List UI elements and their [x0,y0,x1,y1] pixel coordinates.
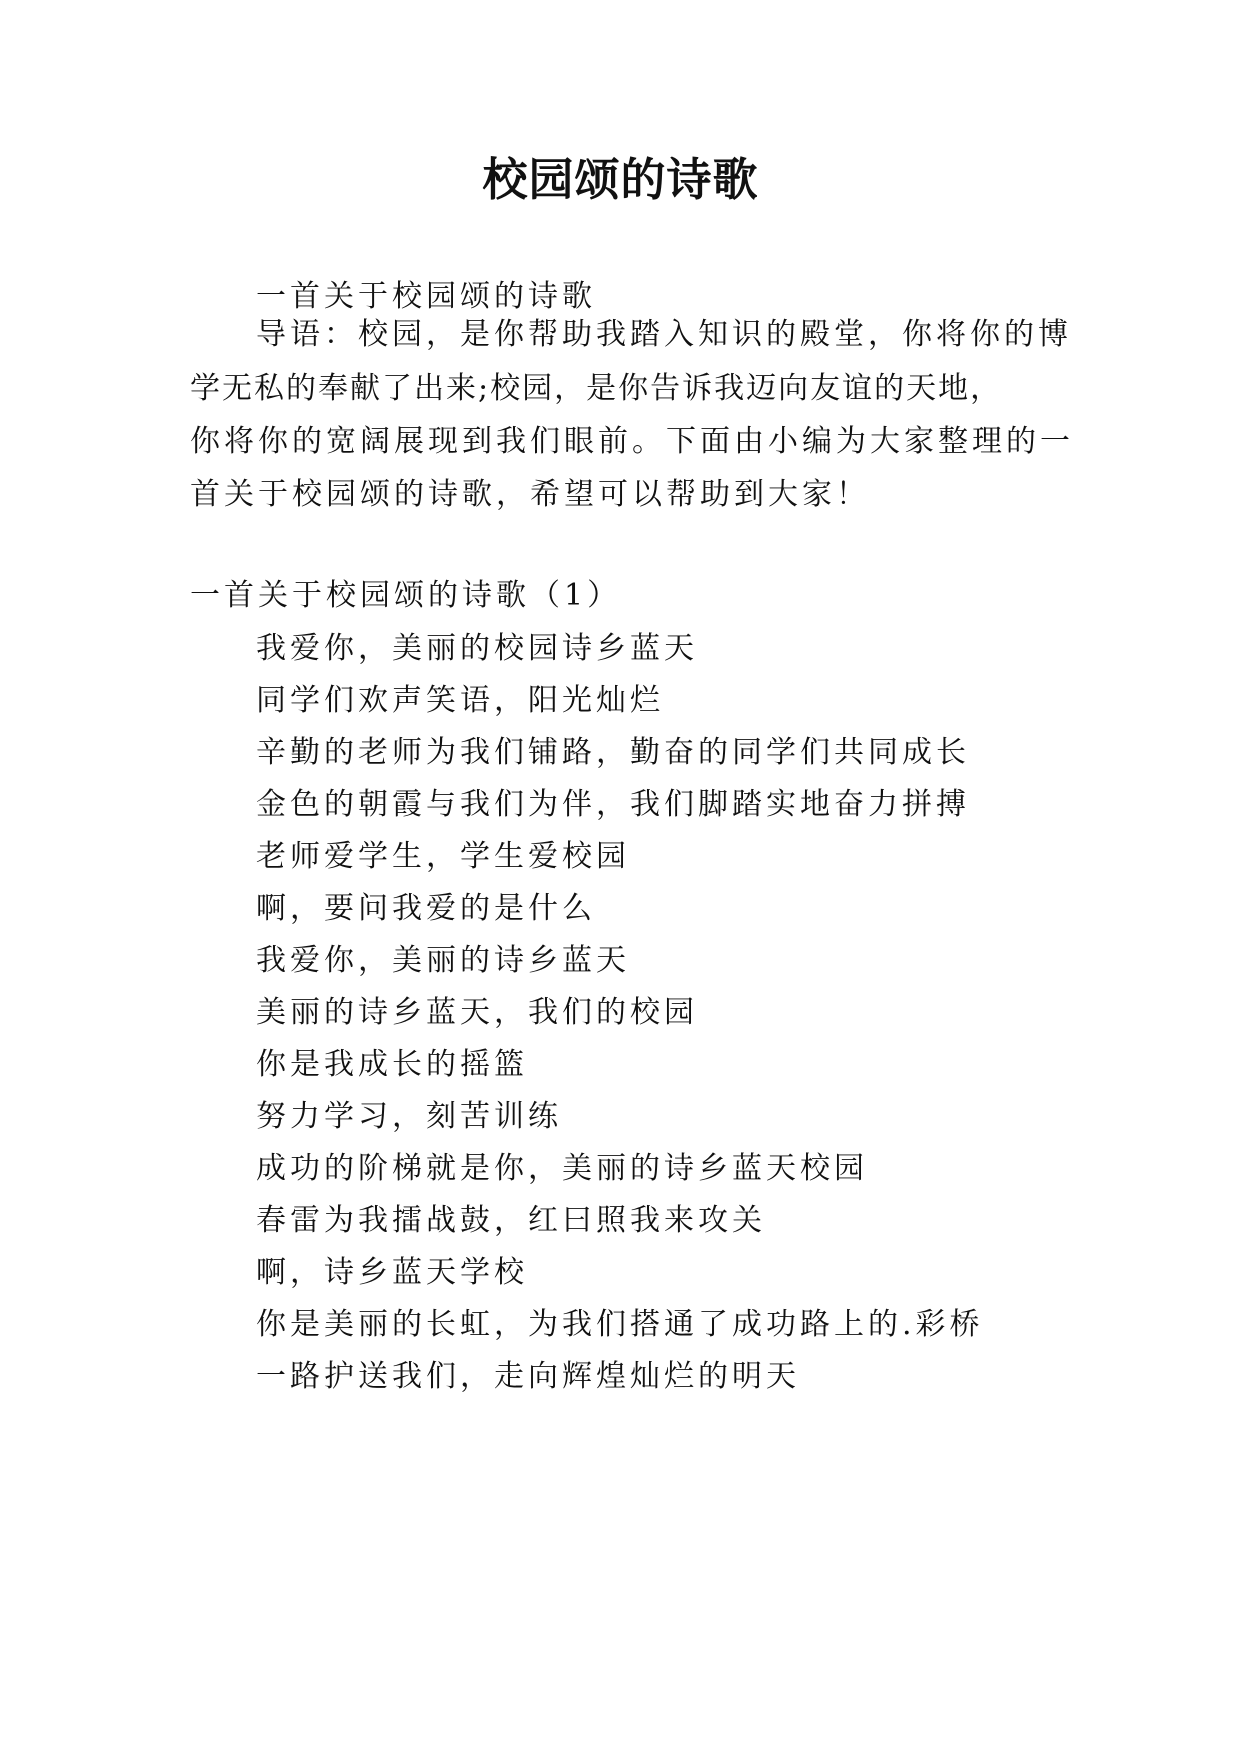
intro-line: 学无私的奉献了出来;校园，是你告诉我迈向友谊的天地， [190,371,1003,406]
poem-line: 老师爱学生，学生爱校园 [256,839,630,874]
poem-line: 金色的朝霞与我们为伴，我们脚踏实地奋力拼搏 [256,787,970,822]
poem-line: 努力学习，刻苦训练 [256,1099,562,1134]
intro-line: 首关于校园颂的诗歌，希望可以帮助到大家！ [190,477,870,512]
poem-line: 你是我成长的摇篮 [256,1047,528,1082]
poem-line: 你是美丽的长虹，为我们搭通了成功路上的.彩桥 [256,1307,984,1342]
subtitle: 一首关于校园颂的诗歌 [256,279,596,314]
poem-line: 美丽的诗乡蓝天，我们的校园 [256,995,698,1030]
poem-line: 啊，要问我爱的是什么 [256,891,596,926]
page-title: 校园颂的诗歌 [482,153,759,206]
poem-line: 一路护送我们，走向辉煌灿烂的明天 [256,1359,800,1394]
poem-line: 成功的阶梯就是你，美丽的诗乡蓝天校园 [256,1151,868,1186]
poem-line: 啊，诗乡蓝天学校 [256,1255,528,1290]
section-heading: 一首关于校园颂的诗歌（1） [190,578,622,613]
poem-line: 辛勤的老师为我们铺路，勤奋的同学们共同成长 [256,735,970,770]
intro-line: 导语：校园，是你帮助我踏入知识的殿堂，你将你的博 [256,317,1072,352]
intro-line: 你将你的宽阔展现到我们眼前。下面由小编为大家整理的一 [190,424,1074,459]
poem-line: 我爱你，美丽的诗乡蓝天 [256,943,630,978]
poem-line: 同学们欢声笑语，阳光灿烂 [256,683,664,718]
poem-line: 我爱你，美丽的校园诗乡蓝天 [256,631,698,666]
poem-line: 春雷为我擂战鼓，红曰照我来攻关 [256,1203,766,1238]
